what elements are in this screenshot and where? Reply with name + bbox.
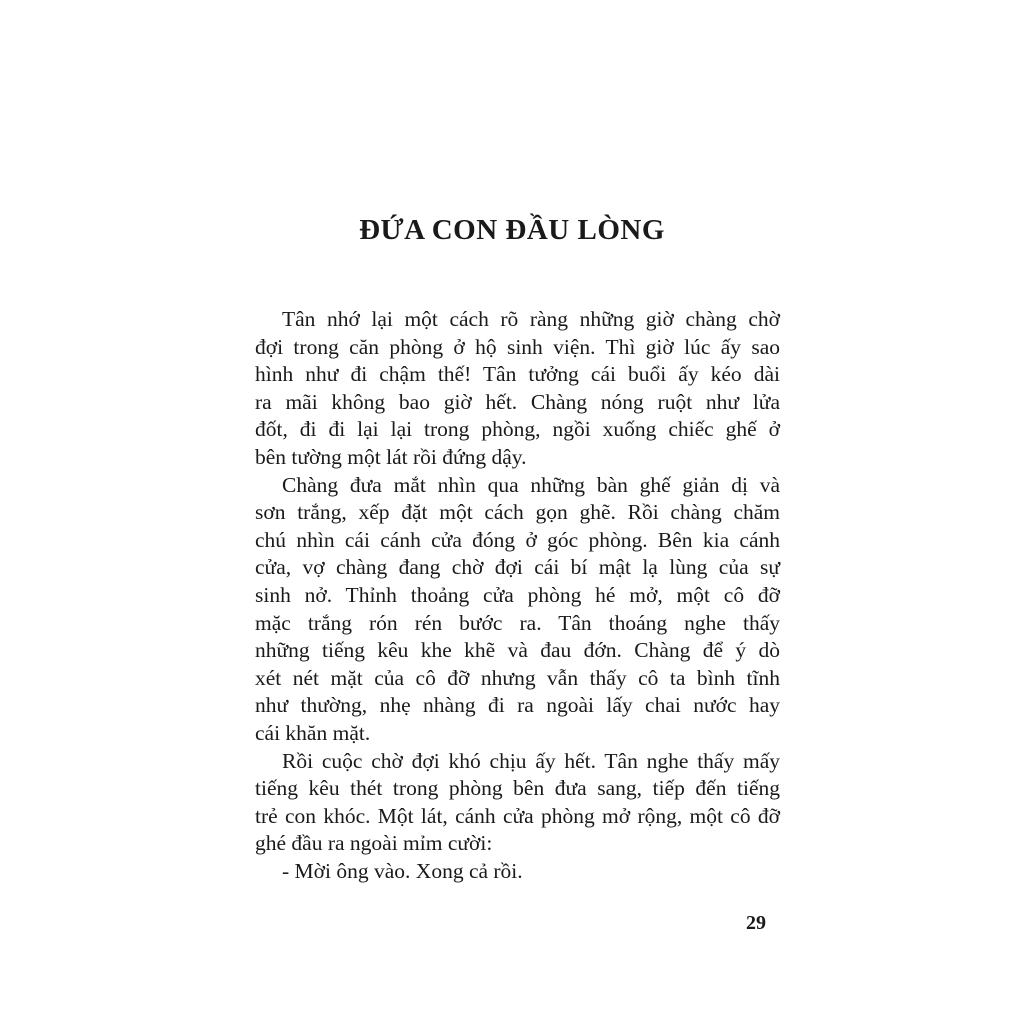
page-number: 29 [746,912,766,934]
body-text [255,306,780,885]
text-line: xét nét mặt của cô đỡ nhưng vẫn thấy cô ta bình tĩnh [255,665,780,690]
text-line: cửa, vợ chàng đang chờ đợi cái bí mật lạ lùng của sự [255,555,780,580]
text-line: đốt, đi đi lại lại trong phòng, ngồi xuống chiếc ghế ở [255,417,780,442]
text-line: bên tường một lát rồi đứng dậy. [255,444,527,469]
text-line: Tân nhớ lại một cách rõ ràng những giờ chàng chờ [282,307,780,331]
chapter-title: ĐỨA CON ĐẦU LÒNG [359,214,665,246]
text-line: hình như đi chậm thế! Tân tưởng cái buổi ấy kéo dài [255,362,780,387]
text-line: như thường, nhẹ nhàng đi ra ngoài lấy chai nước hay [255,693,780,718]
text-line: cái khăn mặt. [255,720,371,745]
text-line: những tiếng kêu khe khẽ và đau đớn. Chàng để ý dò [255,638,780,663]
text-line: - Mời ông vào. Xong cả rồi. [282,858,523,883]
text-line: ghé đầu ra ngoài mỉm cười: [255,831,493,856]
text-line: Chàng đưa mắt nhìn qua những bàn ghế giản dị và [282,472,780,497]
text-line: trẻ con khóc. Một lát, cánh cửa phòng mở rộng, một cô đỡ [255,803,780,828]
text-line: mặc trắng rón rén bước ra. Tân thoáng nghe thấy [255,610,780,635]
text-line: chú nhìn cái cánh cửa đóng ở góc phòng. Bên kia cánh [255,527,780,552]
paragraph-2 [255,472,780,748]
text-line: tiếng kêu thét trong phòng bên đưa sang, tiếp đến tiếng [255,776,780,801]
text-line: sơn trắng, xếp đặt một cách gọn ghẽ. Rồi chàng chăm [255,500,780,525]
paragraph-3 [255,748,780,858]
text-line: Rồi cuộc chờ đợi khó chịu ấy hết. Tân nghe thấy mấy [282,748,780,773]
paragraph-4-dialogue [255,858,780,886]
text-line: ra mãi không bao giờ hết. Chàng nóng ruột như lửa [255,389,780,414]
text-line: đợi trong căn phòng ở hộ sinh viện. Thì giờ lúc ấy sao [255,334,780,359]
text-line: sinh nở. Thỉnh thoảng cửa phòng hé mở, một cô đỡ [255,582,780,607]
paragraph-1 [255,306,780,472]
